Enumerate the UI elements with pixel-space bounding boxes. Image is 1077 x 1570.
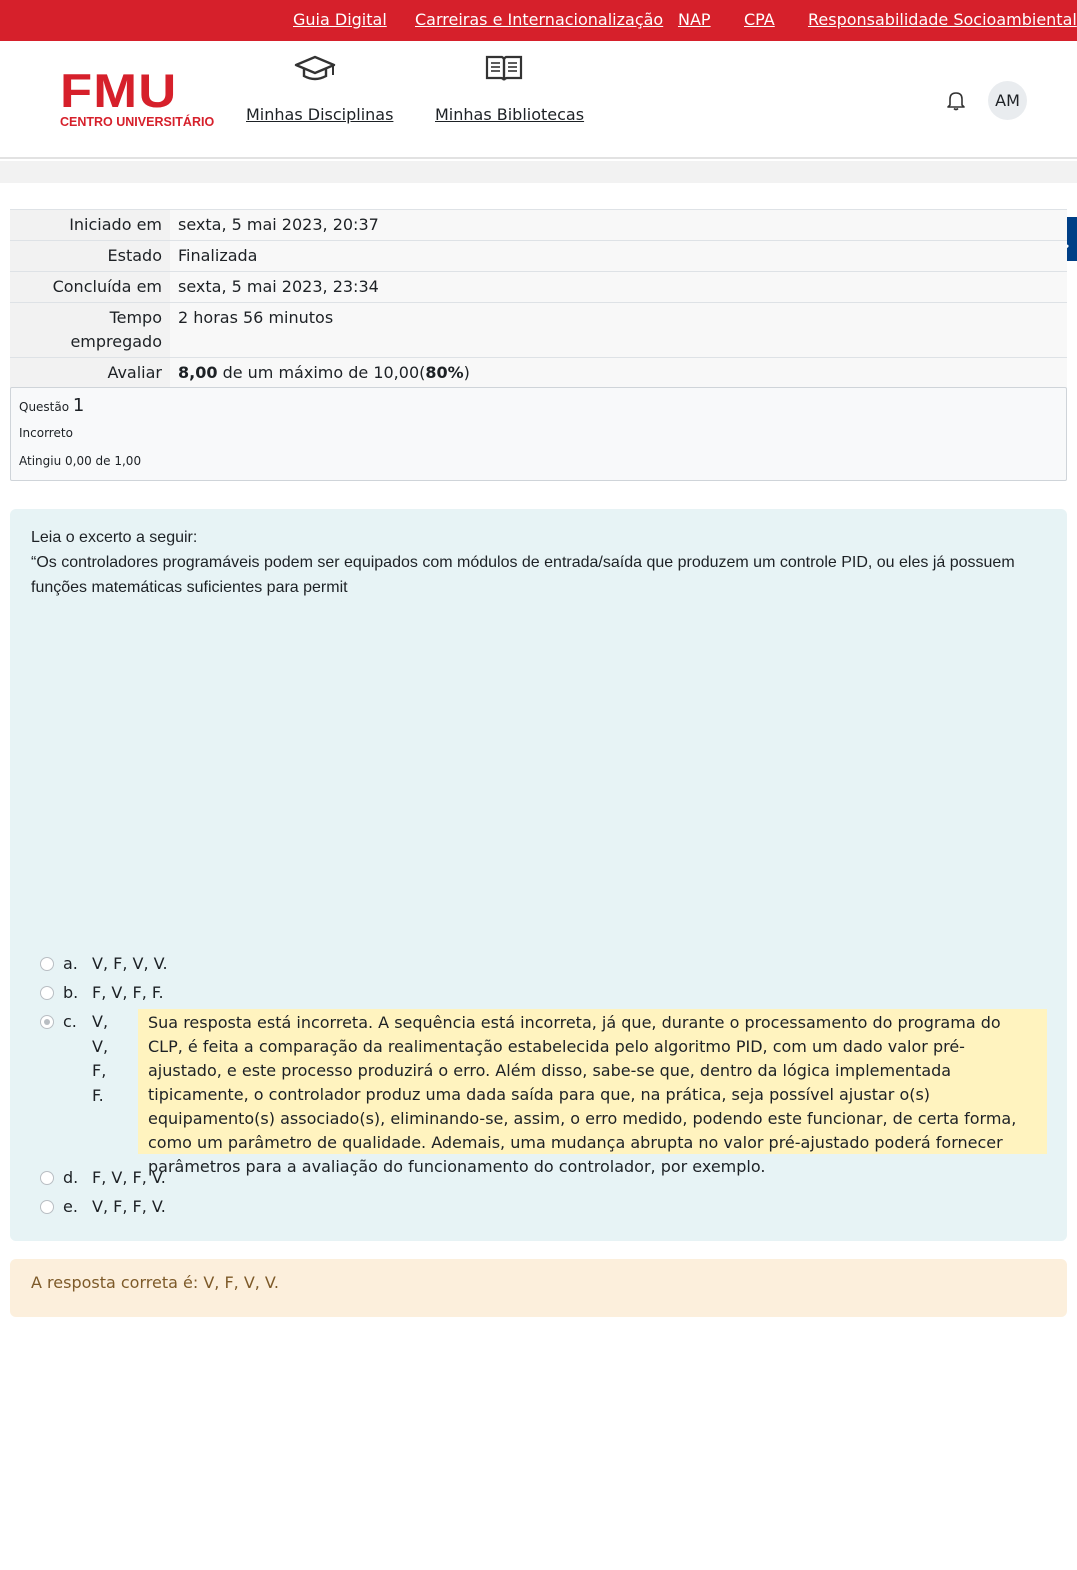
link-nap[interactable]: NAP: [678, 10, 711, 29]
summary-value: sexta, 5 mai 2023, 23:34: [170, 272, 1067, 303]
option-text-part: F.: [92, 1085, 104, 1105]
summary-label: Iniciado em: [10, 210, 170, 241]
summary-label: Tempo empregado: [10, 303, 170, 358]
summary-label: Avaliar: [10, 358, 170, 389]
question-formulation: [10, 509, 1067, 1241]
question-text-intro: Leia o excerto a seguir:: [31, 529, 198, 546]
link-responsabilidade[interactable]: Responsabilidade Socioambiental: [808, 10, 1077, 29]
open-book-icon: [484, 53, 524, 83]
grade-score: 8,00: [178, 363, 218, 382]
attempt-summary-table: [10, 209, 1067, 388]
option-letter: d.: [63, 1168, 79, 1187]
summary-row-completed: [10, 272, 1067, 303]
summary-row-state: [10, 241, 1067, 272]
option-letter: b.: [63, 983, 79, 1002]
summary-label: Estado: [10, 241, 170, 272]
summary-value: Finalizada: [170, 241, 1067, 272]
question-text: [31, 525, 1041, 600]
top-bar: [0, 0, 1077, 41]
summary-value: [170, 358, 1067, 389]
question-mark: Atingiu 0,00 de 1,00: [19, 454, 142, 468]
radio-button[interactable]: [40, 957, 54, 971]
nav-label-disciplinas: Minhas Disciplinas: [246, 105, 394, 124]
nav-minhas-disciplinas[interactable]: [246, 53, 394, 124]
option-text: F, V, F, F.: [92, 983, 164, 1002]
summary-row-time-taken: [10, 303, 1067, 358]
summary-value: 2 horas 56 minutos: [170, 303, 1067, 358]
option-text: V, F, V, V.: [92, 954, 168, 973]
question-info-box: [10, 387, 1067, 481]
question-title: [19, 394, 1058, 419]
logo-main-text: FMU: [60, 64, 178, 117]
option-text-part: V,: [92, 1036, 109, 1056]
nav-label-bibliotecas: Minhas Bibliotecas: [435, 105, 585, 124]
option-letter: a.: [63, 954, 78, 973]
grade-percent: 80%: [425, 363, 464, 382]
link-guia-digital[interactable]: Guia Digital: [293, 10, 387, 29]
option-text-part: V,: [92, 1012, 109, 1031]
summary-row-started: [10, 210, 1067, 241]
link-cpa[interactable]: CPA: [744, 10, 775, 29]
question-text-excerpt: “Os controladores programáveis podem ser equipados com módulos de entrada/saída que produzem um controle PID, ou eles já possuem funções matemáticas suficientes para permit: [31, 554, 1015, 596]
grade-close: ): [463, 363, 470, 382]
summary-label: Concluída em: [10, 272, 170, 303]
fmu-logo[interactable]: [60, 64, 215, 130]
nav-minhas-bibliotecas[interactable]: [435, 53, 585, 124]
summary-value: sexta, 5 mai 2023, 20:37: [170, 210, 1067, 241]
radio-button[interactable]: [40, 986, 54, 1000]
header-separator-band: [0, 161, 1077, 183]
option-text: V, F, F, V.: [92, 1197, 166, 1216]
question-number: 1: [72, 395, 85, 416]
grade-max-text: de um máximo de 10,00(: [217, 363, 426, 382]
option-text-part: F,: [92, 1061, 107, 1080]
user-avatar[interactable]: AM: [988, 81, 1027, 120]
option-text: [92, 1010, 112, 1108]
correct-answer-box: A resposta correta é: V, F, V, V.: [10, 1259, 1067, 1317]
question-status: Incorreto: [19, 426, 73, 440]
radio-button[interactable]: [40, 1200, 54, 1214]
link-carreiras[interactable]: Carreiras e Internacionalização: [415, 10, 664, 29]
option-text: F, V, F, V.: [92, 1168, 166, 1187]
bell-icon[interactable]: [945, 89, 967, 111]
radio-button[interactable]: [40, 1171, 54, 1185]
site-header: [0, 41, 1077, 159]
answer-feedback: Sua resposta está incorreta. A sequência está incorreta, já que, durante o processamento do programa do CLP, é feita a comparação da realimentação estabelecida pelo algoritmo PID, com um dado valor pré-ajustado, e este processo produzirá o erro. Além disso, sabe-se que, dentro da lógica implementada tipicamente, o controlador produz uma dada saída para que, na prática, seja possível ajustar o(s) equipamento(s) associado(s), eliminando-se, assim, o erro medido, podendo este funcionar, de certa forma, como um parâmetro de qualidade. Ademais, uma mudança abrupta no valor pré-ajustado poderá fornecer parâmetros para a avaliação do funcionamento do controlador, por exemplo.: [138, 1009, 1047, 1154]
question-label: Questão: [19, 400, 70, 414]
logo-sub-text: CENTRO UNIVERSITÁRIO: [60, 115, 215, 129]
radio-button-selected[interactable]: [40, 1015, 54, 1029]
graduation-cap-icon: [293, 53, 337, 83]
option-letter: c.: [63, 1012, 77, 1031]
summary-row-grade: [10, 358, 1067, 389]
option-letter: e.: [63, 1197, 78, 1216]
